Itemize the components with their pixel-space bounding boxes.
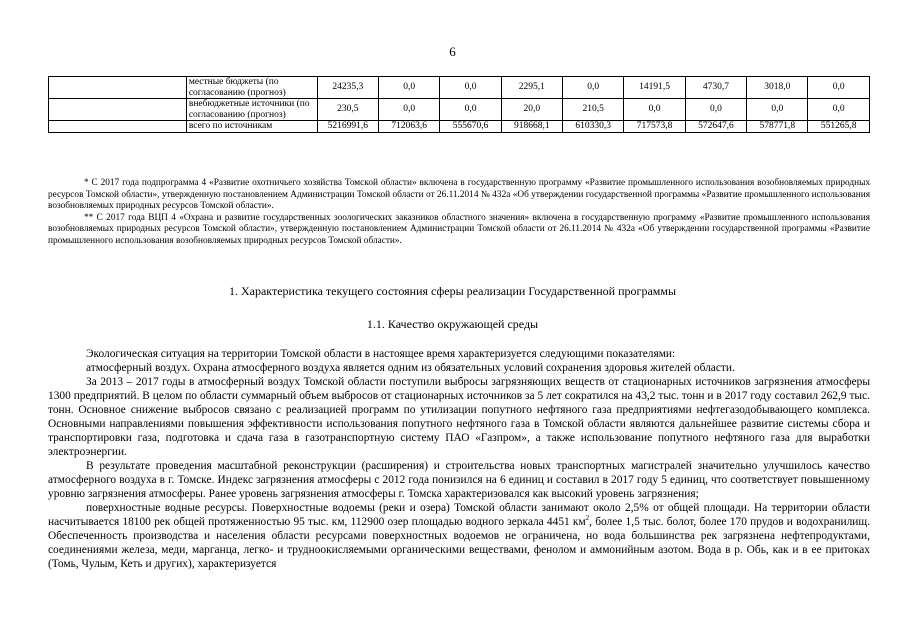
page-number: 6: [449, 44, 456, 59]
table-cell: 20,0: [501, 99, 562, 121]
table-cell: 0,0: [563, 77, 624, 99]
table-cell: 572647,6: [685, 121, 746, 133]
table-cell: 610330,3: [563, 121, 624, 133]
table-cell: 5216991,6: [317, 121, 378, 133]
superscript: 2: [585, 514, 590, 523]
table-cell: 24235,3: [317, 77, 378, 99]
table-cell: 551265,8: [808, 121, 870, 133]
table-cell: 0,0: [378, 77, 439, 99]
paragraph: атмосферный воздух. Охрана атмосферного воздуха является одним из обязательных условий сохранения здоровья жителей области.: [86, 362, 735, 374]
table-row: [49, 77, 870, 99]
paragraph: В результате проведения масштабной реконструкции (расширения) и строительства новых транспортных магистралей значительно улучшилось качество атмосферного воздуха в г. Томске. Индекс загрязнения атмосферы с 2012 года понизился на 6 единиц и составил в 2017 году 5 единиц, что соответствует повышенному уровню загрязнения атмосферы. Ранее уровень загрязнения атмосферы г. Томска характеризовался как высокий уровень загрязнения;: [48, 460, 870, 500]
table-cell: 2295,1: [501, 77, 562, 99]
paragraph: За 2013 – 2017 годы в атмосферный воздух Томской области поступили выбросы загрязняющих веществ от стационарных источников загрязнения атмосферы 1300 предприятий. В целом по области суммарный объем выбросов от стационарных источников за 5 лет сократился на 43,2 тыс. тонн и в 2017 году составил 262,9 тыс. тонн. Основное снижение выбросов связано с реализацией программ по утилизации попутного нефтяного газа предприятиями нефтегазодобывающего комплекса. Основными направлениями повышения эффективности использования попутного нефтяного газа в Томской области являются дальнейшее развитие системы сбора и транспортировки газа, подготовка и сдача газа в газотранспортную систему ПАО «Газпром», а также использование попутного нефтяного газа для выработки электроэнергии.: [48, 376, 870, 458]
table-cell: 230,5: [317, 99, 378, 121]
empty-cell: [49, 77, 187, 99]
subsection-heading: 1.1. Качество окружающей среды: [366, 317, 539, 331]
table-cell: 0,0: [808, 99, 870, 121]
empty-cell: [49, 99, 187, 121]
table-cell: 3018,0: [747, 77, 808, 99]
table-row: [49, 99, 870, 121]
footnotes: [48, 178, 870, 247]
table-cell: 712063,6: [378, 121, 439, 133]
section-heading: 1. Характеристика текущего состояния сферы реализации Государственной программы: [228, 284, 677, 298]
text-run: , более 1,5 тыс. болот, более 170 прудов и водохранилищ. Обеспеченность производства и населения области ресурсами поверхностных водоемов не ограничена, но вода большинства рек загрязнена нефтепродуктами, соединениями железа, меди, марганца, легко- и трудноокисляемыми органическими веществами, фенолом и аммонийным азотом. Вода в р. Обь, как и в ее притоках (Томь, Чулым, Кеть и других), характеризуется: [48, 516, 871, 570]
table-cell: 0,0: [747, 99, 808, 121]
footnote-1: * С 2017 года подпрограмма 4 «Развитие охотничьего хозяйства Томской области» включена в государственную программу «Развитие промышленного использования возобновляемых природных ресурсов Томской области», утвержденную постановлением Администрации Томской области от 26.11.2014 № 432а «Об утверждении государственной программы «Развитие промышленного использования возобновляемых природных ресурсов Томской области».: [48, 178, 870, 211]
row-label: внебюджетные источники (по согласованию (прогноз): [186, 99, 317, 121]
table-cell: 0,0: [440, 77, 501, 99]
table-cell: 0,0: [440, 99, 501, 121]
paragraph: Экологическая ситуация на территории Томской области в настоящее время характеризуется следующими показателями:: [86, 348, 676, 360]
paragraph-surface-water: [48, 501, 870, 571]
table-cell: 555670,6: [440, 121, 501, 133]
row-label: местные бюджеты (по согласованию (прогноз): [186, 77, 317, 99]
table-cell: 0,0: [685, 99, 746, 121]
table-cell: 4730,7: [685, 77, 746, 99]
table-row: [49, 121, 870, 133]
table-cell: 0,0: [624, 99, 685, 121]
table-cell: 210,5: [563, 99, 624, 121]
table-cell: 14191,5: [624, 77, 685, 99]
row-label: всего по источникам: [186, 121, 317, 133]
footnote-2: ** С 2017 года ВЦП 4 «Охрана и развитие государственных зоологических заказников областного значения» включена в государственную программу «Развитие промышленного использования возобновляемых природных ресурсов Томской области», утвержденную постановлением Администрации Томской области от 26.11.2014 № 432а «Об утверждении государственной программы «Развитие промышленного использования возобновляемых природных ресурсов Томской области».: [48, 212, 870, 246]
body-text: [48, 347, 870, 571]
table-cell: 918668,1: [501, 121, 562, 133]
text-run: поверхностные водные ресурсы. Поверхностные водоемы (реки и озера) Томской области занимают около 2,5% от общей площади. На территории области насчитывается 18100 рек общей протяженностью 95 тыс. км, 112900 озер площадью водного зеркала 4451 км: [48, 502, 870, 528]
table-cell: 717573,8: [624, 121, 685, 133]
table-cell: 578771,8: [747, 121, 808, 133]
table-cell: 0,0: [808, 77, 870, 99]
table-cell: 0,0: [378, 99, 439, 121]
empty-cell: [49, 121, 187, 133]
financing-table: [48, 76, 870, 133]
